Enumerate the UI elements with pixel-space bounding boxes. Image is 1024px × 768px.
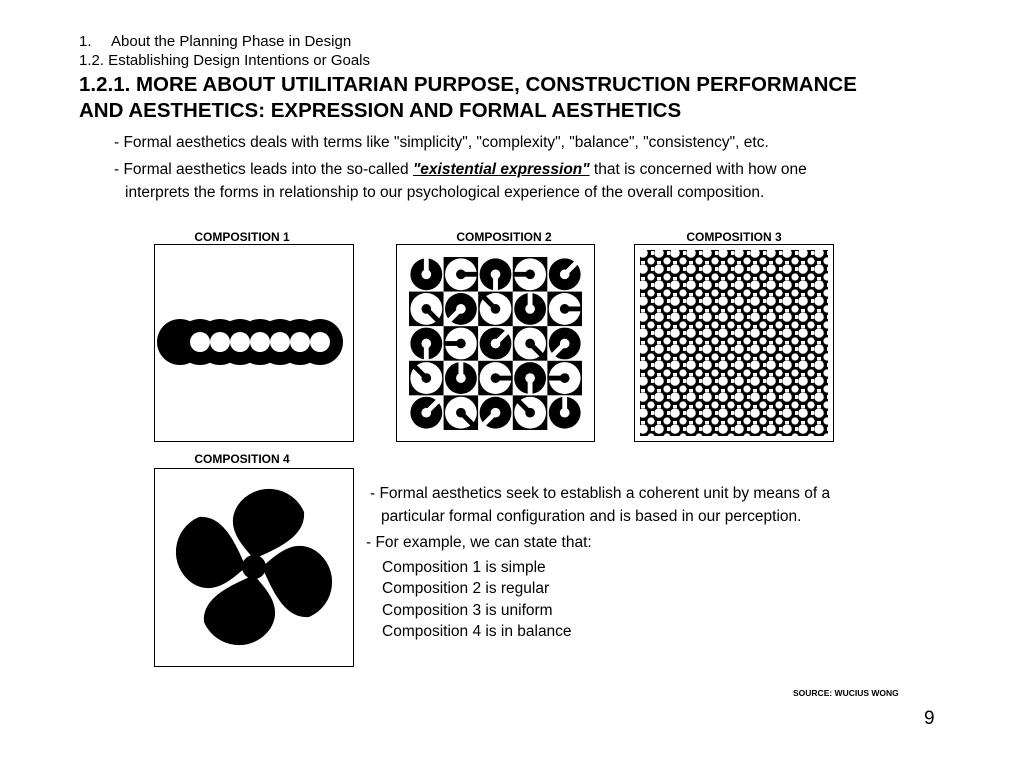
breadcrumb-level1: [79, 33, 351, 50]
composition-3-figure: [634, 244, 834, 442]
bullet-formal-aesthetics-terms: - Formal aesthetics deals with terms like "simplicity", "complexity", "balance", "consistency", etc.: [114, 134, 769, 151]
statement-item: Composition 3 is uniform: [382, 601, 553, 619]
composition-1-graphic: [155, 245, 353, 441]
composition-2-graphic: [397, 245, 594, 441]
composition-statements: [382, 557, 572, 642]
bullet-text: that is concerned with how one: [589, 161, 807, 178]
composition-2-figure: [396, 244, 595, 442]
composition-1-figure: [154, 244, 354, 442]
bullet-text-continued: interprets the forms in relationship to our psychological experience of the overall composition.: [125, 184, 765, 201]
breadcrumb-level2: 1.2. Establishing Design Intentions or Goals: [79, 52, 370, 69]
composition-3-graphic: [635, 245, 833, 441]
bullet-existential-expression: [114, 158, 914, 204]
composition-4-graphic: [155, 469, 353, 666]
bullet-text-continued: particular formal configuration and is based in our perception.: [381, 508, 802, 525]
source-credit: SOURCE: WUCIUS WONG: [793, 688, 899, 698]
bullet-coherent-unit: [370, 482, 910, 528]
page-title-line2: AND AESTHETICS: EXPRESSION AND FORMAL AESTHETICS: [79, 99, 682, 122]
composition-1-label: COMPOSITION 1: [194, 230, 290, 244]
section-number: 1.: [79, 33, 92, 50]
bullet-text: - Formal aesthetics leads into the so-called: [114, 161, 413, 178]
statement-item: Composition 2 is regular: [382, 580, 550, 598]
composition-3-label: COMPOSITION 3: [686, 230, 782, 244]
page-title-line1: 1.2.1. MORE ABOUT UTILITARIAN PURPOSE, CONSTRUCTION PERFORMANCE: [79, 73, 857, 96]
composition-4-label: COMPOSITION 4: [194, 452, 290, 466]
page-title: [79, 72, 959, 124]
composition-4-figure: [154, 468, 354, 667]
bullet-text: - Formal aesthetics seek to establish a coherent unit by means of a: [370, 485, 831, 502]
statement-item: Composition 1 is simple: [382, 559, 546, 576]
existential-expression-term: "existential expression": [412, 161, 590, 178]
section-title: About the Planning Phase in Design: [111, 33, 352, 50]
bullet-for-example: - For example, we can state that:: [366, 534, 592, 551]
composition-2-label: COMPOSITION 2: [456, 230, 552, 244]
statement-item: Composition 4 is in balance: [382, 622, 572, 640]
page-number: 9: [924, 708, 935, 729]
